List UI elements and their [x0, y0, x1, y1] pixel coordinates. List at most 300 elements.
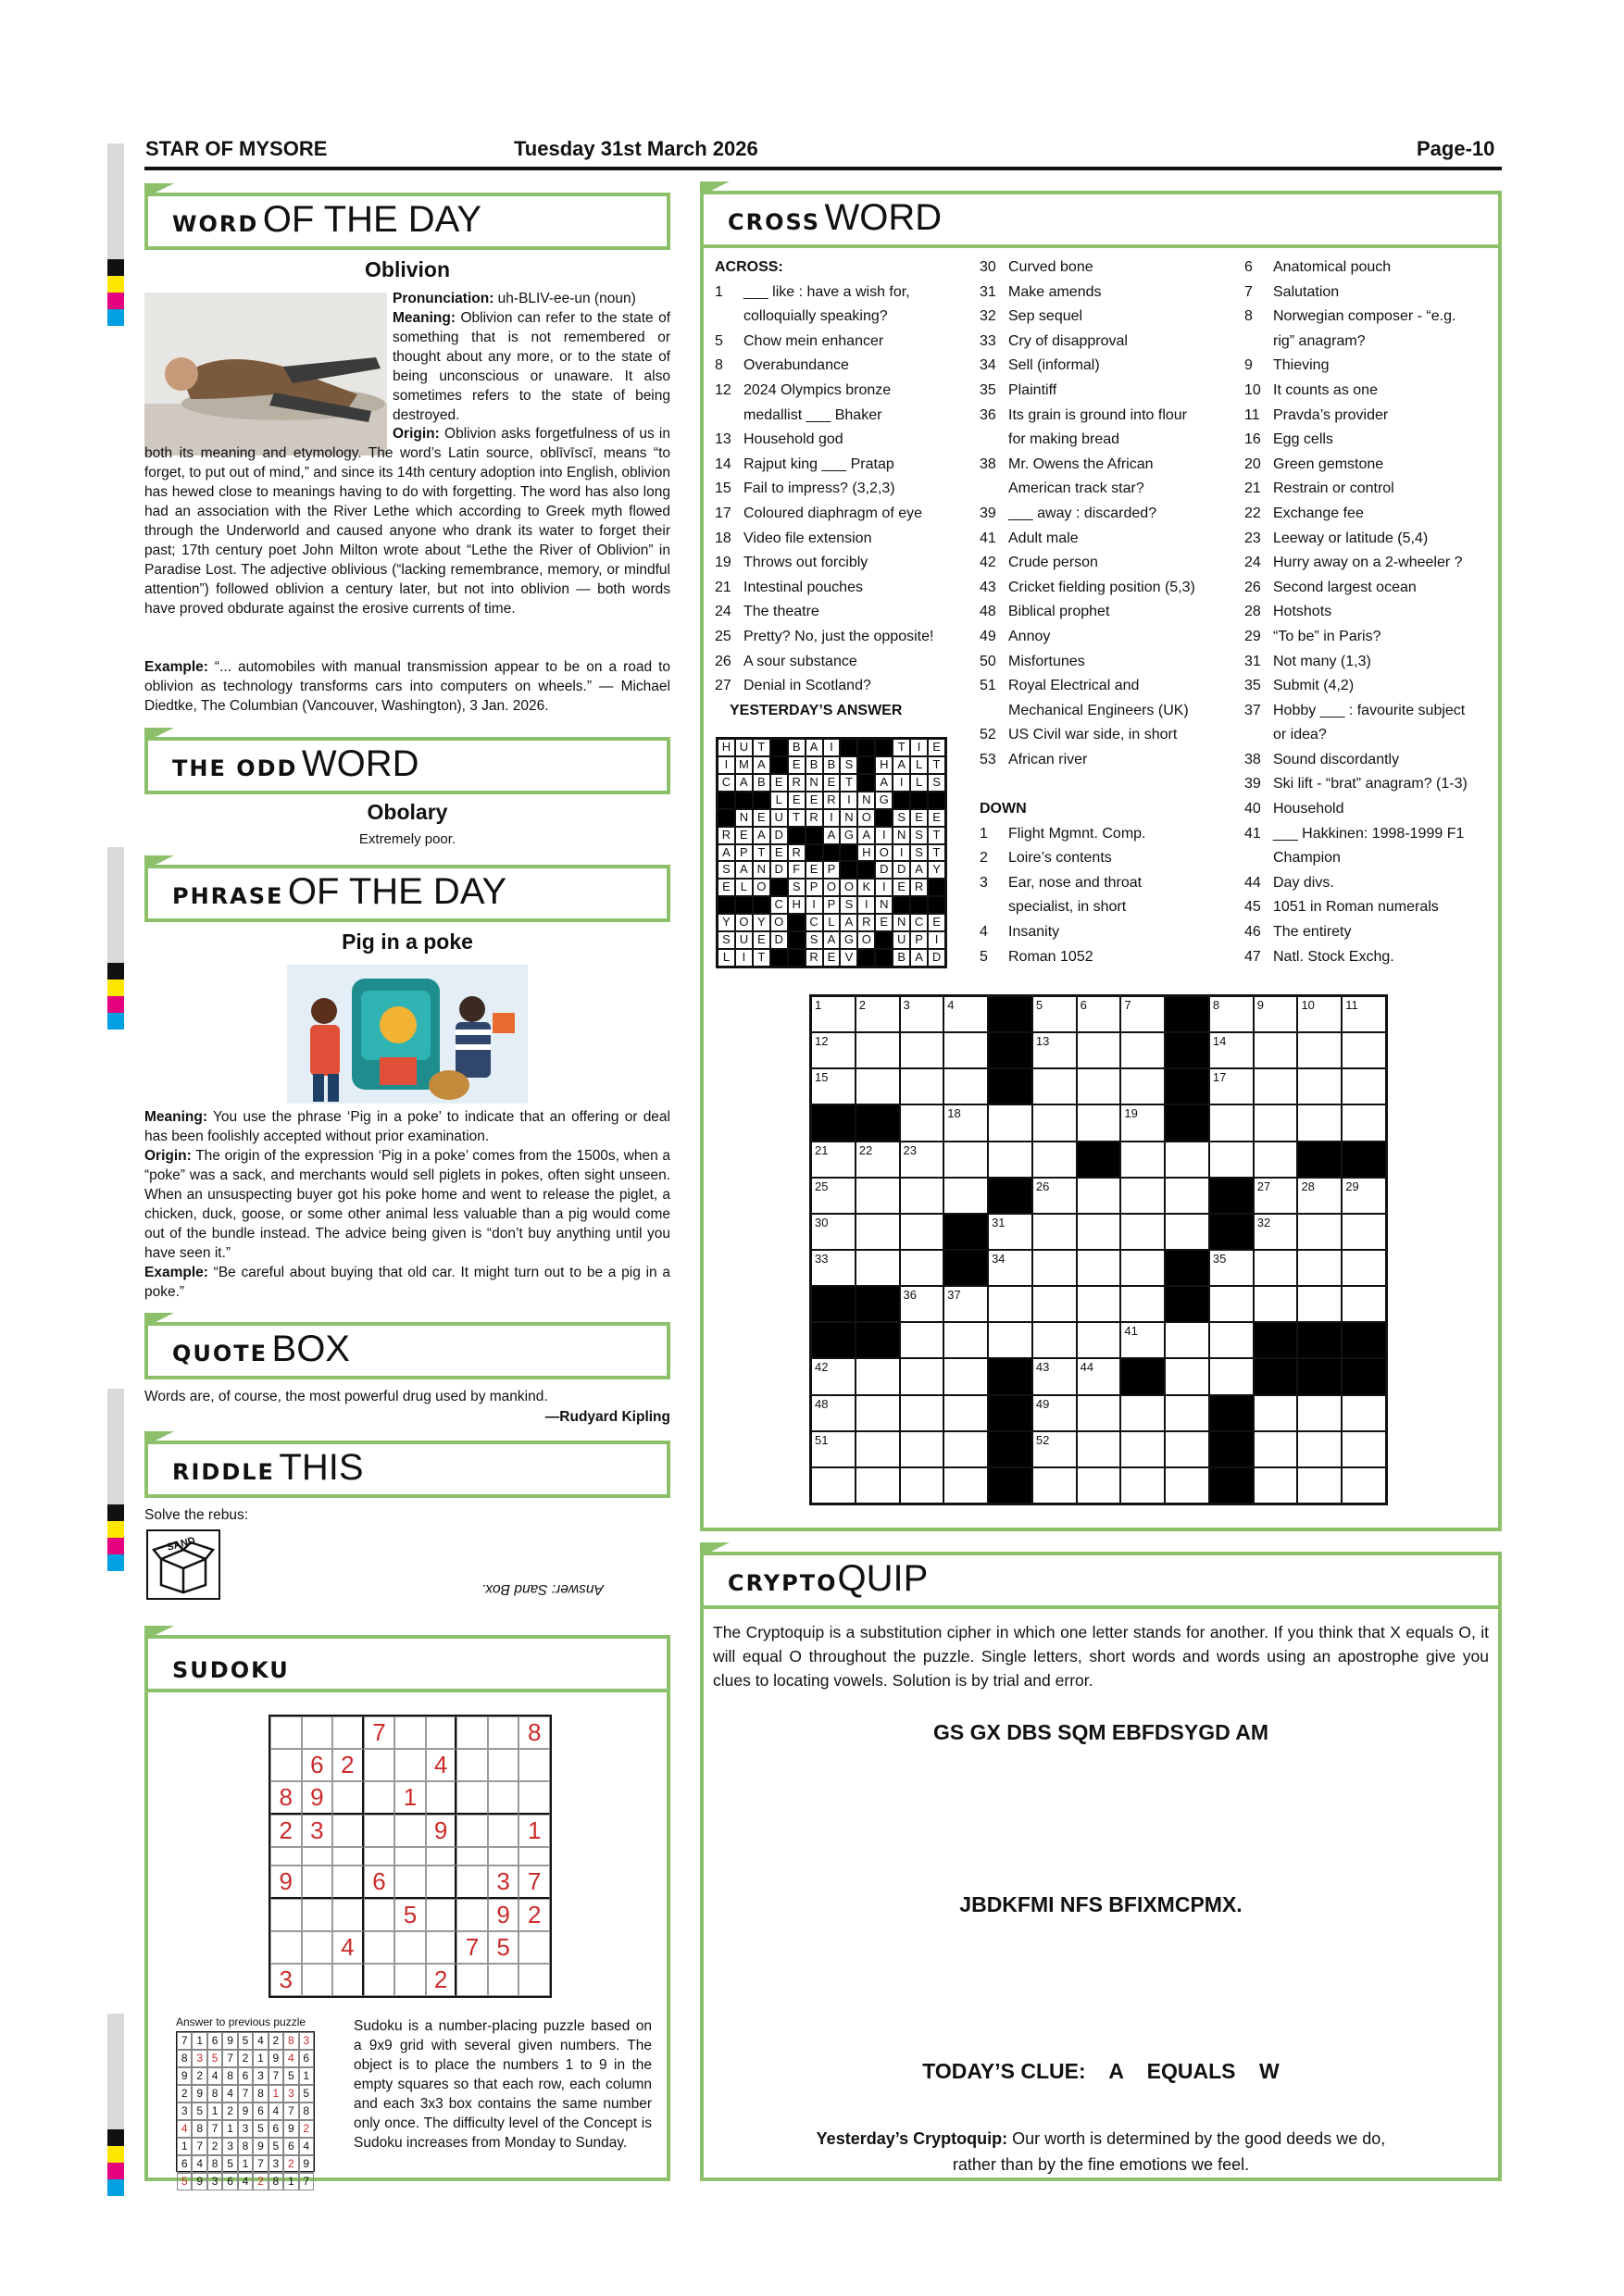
sudoku-cell[interactable]: 9 [302, 1781, 333, 1815]
crossword-cell[interactable] [1032, 1358, 1077, 1394]
crossword-clue [715, 453, 969, 478]
crossword-cell[interactable] [1209, 1250, 1254, 1286]
sudoku-cell[interactable]: 3 [488, 1866, 519, 1899]
sudoku-cell[interactable] [302, 1716, 333, 1749]
previous-answer-cell: 2 [253, 2173, 268, 2190]
crossword-cell[interactable] [900, 1395, 944, 1431]
sudoku-cell[interactable] [270, 1716, 302, 1749]
answer-cell: R [788, 844, 806, 862]
crossword-cell[interactable] [1077, 1358, 1121, 1394]
answer-cell: B [823, 756, 841, 774]
crossword-cell[interactable] [900, 1142, 944, 1178]
sudoku-cell[interactable] [518, 1781, 550, 1815]
crossword-cell[interactable] [1254, 1104, 1298, 1141]
sudoku-cell[interactable]: 2 [332, 1749, 364, 1781]
crossword-cell[interactable] [811, 1214, 856, 1250]
crossword-cell[interactable] [1077, 1286, 1121, 1322]
crossword-cell[interactable] [1254, 996, 1298, 1032]
clue-number: 36 [980, 406, 996, 423]
previous-answer-cell: 1 [238, 2155, 253, 2173]
crossword-cell[interactable] [900, 1068, 944, 1104]
crossword-cell[interactable] [1342, 996, 1386, 1032]
crossword-cell[interactable] [900, 1467, 944, 1504]
crossword-cell[interactable] [1032, 1250, 1077, 1286]
crossword-clue [1244, 256, 1494, 281]
crossword-block [1120, 1358, 1165, 1394]
clue-number [715, 404, 743, 429]
crossword-cell[interactable] [1209, 1358, 1254, 1394]
sudoku-cell[interactable]: 4 [332, 1931, 364, 1964]
crossword-cell[interactable] [900, 1250, 944, 1286]
crossword-cell[interactable] [811, 1142, 856, 1178]
previous-answer-cell: 8 [192, 2120, 206, 2138]
clue-text: ___ like : have a wish for, [743, 283, 910, 300]
crossword-cell[interactable] [1342, 1250, 1386, 1286]
crossword-cell[interactable] [1032, 996, 1077, 1032]
crossword-cell[interactable] [1120, 1214, 1165, 1250]
crossword-cell[interactable] [1120, 1032, 1165, 1068]
crossword-clue [715, 404, 969, 429]
crossword-cell[interactable] [1032, 1322, 1077, 1358]
crossword-cell[interactable] [943, 1286, 988, 1322]
crossword-cell[interactable] [900, 1286, 944, 1322]
crossword-cell[interactable] [1165, 1431, 1209, 1467]
answer-cell: R [718, 827, 735, 844]
sudoku-cell[interactable] [332, 1847, 364, 1866]
sudoku-cell[interactable] [456, 1749, 488, 1781]
crossword-block [988, 1032, 1032, 1068]
crossword-cell[interactable] [1120, 1395, 1165, 1431]
answer-cell: A [910, 949, 928, 967]
crossword-cell[interactable] [943, 1395, 988, 1431]
sudoku-cell[interactable]: 2 [270, 1815, 302, 1847]
sudoku-cell[interactable] [518, 1749, 550, 1781]
crossword-cell[interactable] [1165, 1322, 1209, 1358]
crossword-cell[interactable] [1077, 1395, 1121, 1431]
crossword-cell[interactable] [1254, 1395, 1298, 1431]
crossword-cell[interactable] [900, 1358, 944, 1394]
crossword-cell[interactable] [1254, 1467, 1298, 1504]
crossword-cell[interactable] [943, 1068, 988, 1104]
crossword-cell[interactable] [1209, 996, 1254, 1032]
crossword-cell[interactable] [1120, 996, 1165, 1032]
previous-answer-cell: 3 [269, 2155, 283, 2173]
answer-cell: N [840, 809, 857, 827]
cell-number: 19 [1124, 1106, 1138, 1121]
crossword-cell[interactable] [1120, 1068, 1165, 1104]
crossword-cell[interactable] [900, 1104, 944, 1141]
crossword-cell[interactable] [1032, 1286, 1077, 1322]
sudoku-cell[interactable] [426, 1931, 457, 1964]
clue-number: 17 [715, 505, 731, 521]
sudoku-cell[interactable] [456, 1964, 488, 1996]
crossword-cell[interactable] [1077, 1431, 1121, 1467]
crossword-cell[interactable] [856, 1142, 900, 1178]
crossword-cell[interactable] [1342, 1286, 1386, 1322]
crossword-cell[interactable] [1120, 1142, 1165, 1178]
sudoku-cell[interactable] [364, 1815, 395, 1847]
sudoku-cell[interactable] [426, 1866, 457, 1899]
answer-cell: U [893, 931, 910, 949]
crossword-cell[interactable] [1165, 1178, 1209, 1214]
crossword-cell[interactable] [988, 1142, 1032, 1178]
sudoku-cell[interactable] [302, 1964, 333, 1996]
crossword-cell[interactable] [1120, 1431, 1165, 1467]
crossword-cell[interactable] [1032, 1104, 1077, 1141]
sudoku-cell[interactable] [456, 1716, 488, 1749]
crossword-cell[interactable] [1297, 1068, 1342, 1104]
crossword-cell[interactable] [1165, 1395, 1209, 1431]
sudoku-cell[interactable]: 9 [270, 1866, 302, 1899]
crossword-cell[interactable] [1297, 1395, 1342, 1431]
sudoku-cell[interactable]: 5 [394, 1899, 426, 1931]
crossword-cell[interactable] [1077, 1104, 1121, 1141]
sudoku-cell[interactable] [270, 1899, 302, 1931]
previous-answer-cell: 1 [283, 2173, 298, 2190]
crossword-cell[interactable] [1254, 1142, 1298, 1178]
crossword-cell[interactable] [1077, 1178, 1121, 1214]
sudoku-cell[interactable]: 2 [426, 1964, 457, 1996]
crossword-cell[interactable] [1297, 1178, 1342, 1214]
previous-answer-cell: 9 [192, 2085, 206, 2103]
crossword-clue [715, 281, 969, 306]
sudoku-cell[interactable]: 7 [364, 1716, 395, 1749]
sudoku-cell[interactable]: 4 [426, 1749, 457, 1781]
crossword-clue [980, 428, 1234, 453]
crossword-cell[interactable] [1342, 1032, 1386, 1068]
answer-cell: A [910, 861, 928, 879]
sudoku-cell[interactable] [488, 1847, 519, 1866]
sudoku-cell[interactable] [426, 1716, 457, 1749]
crossword-cell[interactable] [1209, 1032, 1254, 1068]
sudoku-cell[interactable]: 3 [302, 1815, 333, 1847]
title-flag [144, 1431, 174, 1446]
sudoku-cell[interactable] [270, 1847, 302, 1866]
answer-cell: R [857, 914, 875, 931]
crossword-cell[interactable] [943, 1467, 988, 1504]
answer-block [735, 792, 753, 809]
crossword-cell[interactable] [1120, 1467, 1165, 1504]
title-flag [144, 183, 174, 198]
clue-text: Curved bone [1008, 259, 1093, 275]
crossword-cell[interactable] [900, 996, 944, 1032]
crossword-clue [980, 404, 1234, 429]
crossword-cell[interactable] [1209, 1142, 1254, 1178]
clue-text: Cry of disapproval [1008, 332, 1128, 349]
clue-text: ___ away : discarded? [1008, 505, 1157, 521]
sudoku-cell[interactable]: 6 [364, 1866, 395, 1899]
crossword-cell[interactable] [943, 1104, 988, 1141]
cell-number: 23 [903, 1142, 917, 1157]
crossword-cell[interactable] [811, 1032, 856, 1068]
sudoku-cell[interactable] [302, 1899, 333, 1931]
crossword-cell[interactable] [988, 1250, 1032, 1286]
crossword-cell[interactable] [1342, 1214, 1386, 1250]
crossword-cell[interactable] [1254, 1178, 1298, 1214]
sudoku-cell[interactable] [364, 1749, 395, 1781]
sudoku-cell[interactable] [456, 1815, 488, 1847]
sudoku-cell[interactable] [332, 1815, 364, 1847]
sudoku-cell[interactable]: 7 [456, 1931, 488, 1964]
sudoku-cell[interactable] [332, 1716, 364, 1749]
crossword-cell[interactable] [1209, 1322, 1254, 1358]
sudoku-cell[interactable] [364, 1847, 395, 1866]
sudoku-cell[interactable] [332, 1866, 364, 1899]
sudoku-cell[interactable] [332, 1899, 364, 1931]
sudoku-cell[interactable] [394, 1716, 426, 1749]
sudoku-title [144, 1635, 670, 1692]
sudoku-cell[interactable] [426, 1899, 457, 1931]
answer-cell: P [910, 931, 928, 949]
crossword-cell[interactable] [988, 1322, 1032, 1358]
sudoku-cell[interactable] [456, 1899, 488, 1931]
sudoku-cell[interactable] [456, 1847, 488, 1866]
crossword-grid[interactable] [809, 994, 1388, 1505]
crossword-cell[interactable] [943, 1322, 988, 1358]
crossword-cell[interactable] [1032, 1467, 1077, 1504]
crossword-cell[interactable] [1165, 1358, 1209, 1394]
crossword-cell[interactable] [1032, 1431, 1077, 1467]
crossword-cell[interactable] [988, 1286, 1032, 1322]
sudoku-cell[interactable]: 1 [518, 1815, 550, 1847]
crossword-cell[interactable] [1297, 1467, 1342, 1504]
crossword-cell[interactable] [900, 1431, 944, 1467]
crossword-cell[interactable] [1342, 1104, 1386, 1141]
crossword-cell[interactable] [1342, 1068, 1386, 1104]
crossword-cell[interactable] [900, 1322, 944, 1358]
crossword-cell[interactable] [811, 996, 856, 1032]
crossword-cell[interactable] [1254, 1250, 1298, 1286]
crossword-cell[interactable] [1342, 1431, 1386, 1467]
sudoku-cell[interactable] [488, 1781, 519, 1815]
crossword-cell[interactable] [988, 1214, 1032, 1250]
sudoku-cell[interactable] [456, 1866, 488, 1899]
crossword-cell[interactable] [943, 996, 988, 1032]
crossword-cell[interactable] [1297, 1032, 1342, 1068]
sudoku-cell[interactable] [302, 1931, 333, 1964]
sudoku-cell[interactable] [518, 1931, 550, 1964]
crossword-cell[interactable] [943, 1032, 988, 1068]
crossword-cell[interactable] [856, 1250, 900, 1286]
sudoku-cell[interactable]: 7 [518, 1866, 550, 1899]
sudoku-cell[interactable] [518, 1847, 550, 1866]
crossword-cell[interactable] [811, 1395, 856, 1431]
swatch-yellow [107, 2146, 124, 2163]
clue-text: Roman 1052 [1008, 948, 1093, 965]
clue-number: 24 [715, 604, 731, 620]
swatch-cyan [107, 309, 124, 326]
sudoku-cell[interactable] [270, 1749, 302, 1781]
crossword-cell[interactable] [1297, 1431, 1342, 1467]
crossword-cell[interactable] [856, 996, 900, 1032]
crossword-block [811, 1286, 856, 1322]
crossword-cell[interactable] [943, 1142, 988, 1178]
sudoku-cell[interactable]: 3 [270, 1964, 302, 1996]
crossword-cell[interactable] [1165, 1214, 1209, 1250]
crossword-cell[interactable] [1032, 1068, 1077, 1104]
answer-block [840, 844, 857, 862]
crossword-cell[interactable] [1077, 1322, 1121, 1358]
clue-number: 33 [980, 332, 996, 349]
crossword-cell[interactable] [1342, 1467, 1386, 1504]
crossword-cell[interactable] [943, 1431, 988, 1467]
crossword-cell[interactable] [1254, 1068, 1298, 1104]
crossword-cell[interactable] [856, 1214, 900, 1250]
sudoku-cell[interactable] [364, 1781, 395, 1815]
crossword-cell[interactable] [1254, 1032, 1298, 1068]
clue-number: 44 [1244, 874, 1261, 891]
crossword-cell[interactable] [856, 1358, 900, 1394]
clue-number: 50 [980, 653, 996, 669]
sudoku-cell[interactable]: 8 [518, 1716, 550, 1749]
crossword-cell[interactable] [900, 1178, 944, 1214]
crossword-cell[interactable] [811, 1467, 856, 1504]
crossword-cell[interactable] [811, 1250, 856, 1286]
crossword-cell[interactable] [1165, 1467, 1209, 1504]
crossword-cell[interactable] [1077, 1032, 1121, 1068]
crossword-cell[interactable] [1297, 1104, 1342, 1141]
sudoku-cell[interactable]: 9 [426, 1815, 457, 1847]
crossword-cell[interactable] [900, 1032, 944, 1068]
crossword-cell[interactable] [1297, 1250, 1342, 1286]
sudoku-cell[interactable] [302, 1866, 333, 1899]
sudoku-cell[interactable] [394, 1931, 426, 1964]
answer-cell: N [753, 861, 770, 879]
odd-word-title [144, 737, 670, 794]
crossword-clue [980, 871, 1234, 896]
sudoku-cell[interactable] [394, 1815, 426, 1847]
crossword-cell[interactable] [1209, 1068, 1254, 1104]
crossword-cell[interactable] [1254, 1286, 1298, 1322]
sudoku-cell[interactable]: 2 [518, 1899, 550, 1931]
cell-number: 48 [815, 1396, 829, 1411]
crossword-cell[interactable] [1032, 1032, 1077, 1068]
clue-number: 47 [1244, 948, 1261, 965]
crossword-cell[interactable] [1209, 1286, 1254, 1322]
sudoku-cell[interactable] [518, 1964, 550, 1996]
crossword-clue [715, 502, 969, 527]
crossword-cell[interactable] [1254, 1214, 1298, 1250]
crossword-cell[interactable] [856, 1032, 900, 1068]
crossword-clue [715, 305, 969, 330]
crossword-cell[interactable] [1254, 1431, 1298, 1467]
sudoku-cell[interactable] [364, 1964, 395, 1996]
sudoku-cell[interactable]: 1 [394, 1781, 426, 1815]
crossword-cell[interactable] [1032, 1395, 1077, 1431]
crossword-cell[interactable] [856, 1395, 900, 1431]
clue-text: Household [1273, 801, 1344, 817]
crossword-cell[interactable] [1165, 1142, 1209, 1178]
crossword-cell[interactable] [1120, 1250, 1165, 1286]
crossword-cell[interactable] [1120, 1178, 1165, 1214]
crossword-cell[interactable] [811, 1178, 856, 1214]
crossword-cell[interactable] [1297, 1286, 1342, 1322]
crossword-cell[interactable] [1209, 1104, 1254, 1141]
crossword-cell[interactable] [856, 1467, 900, 1504]
sudoku-cell[interactable] [364, 1899, 395, 1931]
crossword-cell[interactable] [856, 1068, 900, 1104]
sudoku-cell[interactable]: 6 [302, 1749, 333, 1781]
sudoku-cell[interactable] [426, 1781, 457, 1815]
clue-number [1244, 846, 1273, 871]
crossword-cell[interactable] [1077, 1068, 1121, 1104]
crossword-cell[interactable] [1077, 996, 1121, 1032]
sudoku-cell[interactable] [302, 1847, 333, 1866]
sudoku-cell[interactable] [426, 1847, 457, 1866]
crossword-cell[interactable] [1032, 1178, 1077, 1214]
crossword-cell[interactable] [1077, 1467, 1121, 1504]
crossword-block [1297, 1358, 1342, 1394]
crossword-cell[interactable] [856, 1431, 900, 1467]
crossword-cell[interactable] [1032, 1214, 1077, 1250]
crossword-cell[interactable] [1297, 1214, 1342, 1250]
sudoku-cell[interactable] [394, 1749, 426, 1781]
crossword-cell[interactable] [1120, 1104, 1165, 1141]
sudoku-cell[interactable] [488, 1716, 519, 1749]
answer-cell: S [910, 827, 928, 844]
answer-cell: B [788, 739, 806, 756]
sudoku-cell[interactable]: 9 [488, 1899, 519, 1931]
sudoku-cell[interactable] [488, 1815, 519, 1847]
crossword-cell[interactable] [1342, 1395, 1386, 1431]
crossword-cell[interactable] [1342, 1178, 1386, 1214]
sudoku-cell[interactable]: 8 [270, 1781, 302, 1815]
sudoku-cell[interactable] [488, 1749, 519, 1781]
crossword-clue [980, 699, 1234, 724]
sudoku-cell[interactable] [394, 1847, 426, 1866]
clue-text: Make amends [1008, 283, 1102, 300]
swatch-cyan [107, 1013, 124, 1029]
cell-number: 17 [1212, 1070, 1227, 1085]
sudoku-cell[interactable] [394, 1964, 426, 1996]
crossword-cell[interactable] [1032, 1142, 1077, 1178]
clue-text: Chow mein enhancer [743, 332, 884, 349]
crossword-cell[interactable] [943, 1178, 988, 1214]
crossword-cell[interactable] [900, 1214, 944, 1250]
crossword-cell[interactable] [856, 1178, 900, 1214]
sudoku-cell[interactable] [270, 1931, 302, 1964]
sudoku-description: Sudoku is a number-placing puzzle based on a 9x9 grid with several given numbers. The object is to place the numbers 1 to 9 in the empty squares so that each row, each column and each 3x3 box contains the same number only once. The difficulty level of the Concept is Sudoku increases from Monday to Sunday. [354, 2018, 652, 2151]
crossword-cell[interactable] [1297, 996, 1342, 1032]
answer-cell: I [823, 739, 841, 756]
sudoku-grid[interactable] [269, 1715, 552, 1998]
sudoku-cell[interactable] [332, 1964, 364, 1996]
swatch-cyan [107, 1554, 124, 1571]
crossword-cell[interactable] [811, 1358, 856, 1394]
crossword-cell[interactable] [1077, 1214, 1121, 1250]
crossword-cell[interactable] [1077, 1250, 1121, 1286]
clue-text: Green gemstone [1273, 455, 1384, 472]
sudoku-cell[interactable] [456, 1781, 488, 1815]
cell-number: 37 [947, 1288, 961, 1303]
previous-answer-cell: 1 [222, 2120, 237, 2138]
answer-cell: E [893, 879, 910, 896]
cell-number: 2 [858, 998, 866, 1012]
sudoku-cell[interactable] [488, 1964, 519, 1996]
sudoku-cell[interactable] [394, 1866, 426, 1899]
crossword-cell[interactable] [811, 1068, 856, 1104]
word-of-day-definition: Pronunciation: uh-BLIV-ee-un (noun) Meaning: Oblivion can refer to the state of something that is not remembered or thought about any more, or to the state of being unconscious or unaware. It also sometimes refers to the state of being destroyed. [393, 291, 671, 423]
crossword-cell[interactable] [1120, 1286, 1165, 1322]
crossword-cell[interactable] [1120, 1322, 1165, 1358]
sudoku-cell[interactable] [332, 1781, 364, 1815]
answer-cell: T [753, 949, 770, 967]
crossword-cell[interactable] [943, 1358, 988, 1394]
sudoku-cell[interactable]: 5 [488, 1931, 519, 1964]
crossword-cell[interactable] [988, 1104, 1032, 1141]
crossword-cell[interactable] [811, 1431, 856, 1467]
sudoku-cell[interactable] [364, 1931, 395, 1964]
